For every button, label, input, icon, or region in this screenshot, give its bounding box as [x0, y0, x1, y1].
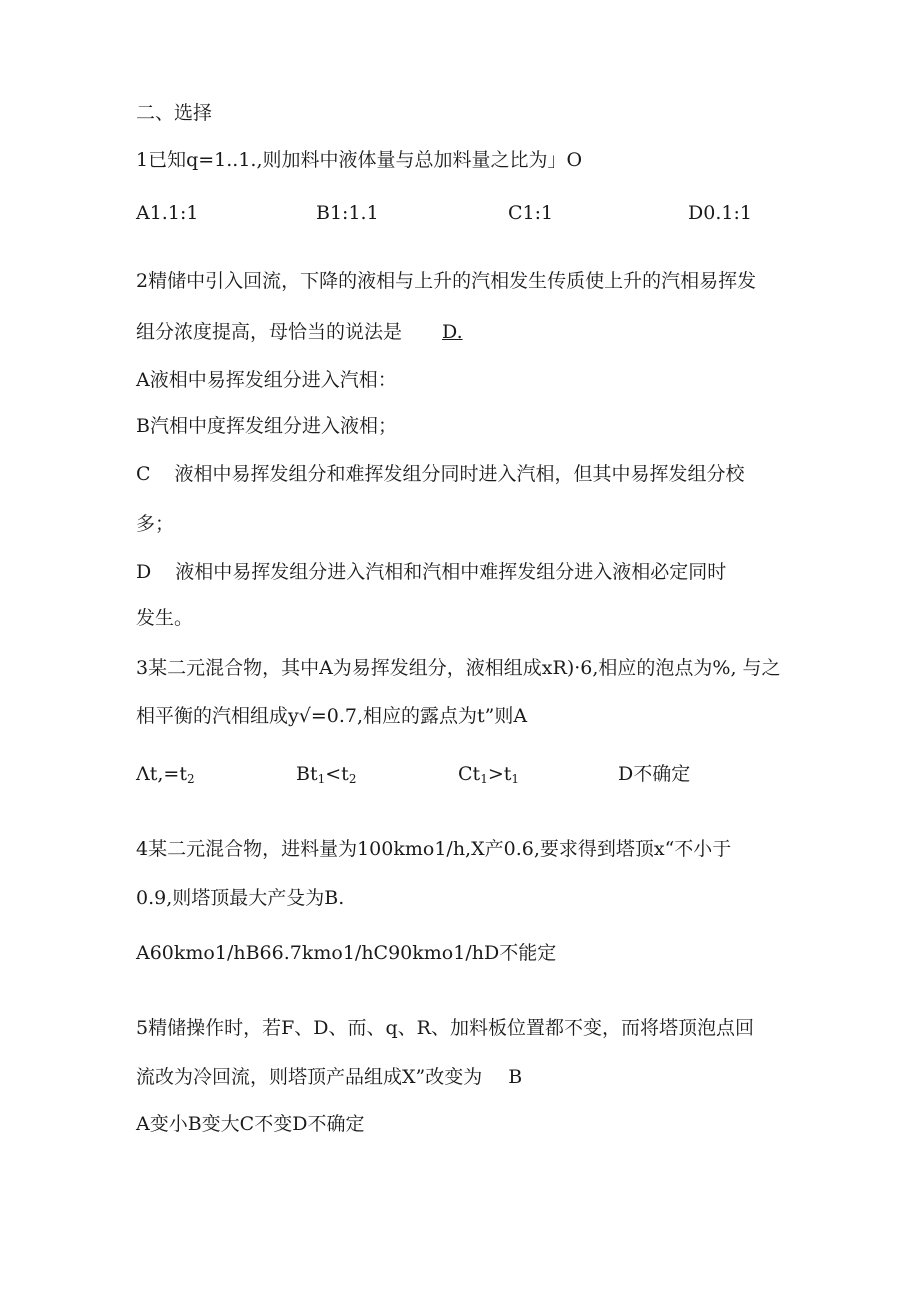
q3-option-d: D不确定 — [618, 763, 691, 785]
q1-option-c: C1:1 — [508, 202, 554, 224]
q3-stem-line2: 相平衡的汽相组成y√=0.7,相应的露点为t”则A — [136, 705, 528, 727]
q2-option-b: B汽相中度挥发组分进入液相； — [136, 415, 397, 437]
q4-options: A60kmo1∕hB66.7kmo1∕hC90kmo1∕hD不能定 — [136, 942, 557, 964]
q2-stem-line1: 2精储中引入回流，下降的液相与上升的汽相发生传质使上升的汽相易挥发 — [136, 270, 757, 292]
q2-stem-text: 组分浓度提高，母恰当的说法是 — [136, 321, 403, 343]
q3-option-b: $Bt_1<t_2$ — [296, 763, 357, 786]
q1-stem: 1已知q=1..1.,则加料中液体量与总加料量之比为」O — [136, 149, 583, 171]
q5-answer: B — [508, 1066, 523, 1088]
q2-option-d-cont: 发生。 — [136, 607, 194, 629]
q3-stem-line1: 3某二元混合物，其中A为易挥发组分，液相组成xR)·6,相应的泡点为%, 与之 — [136, 657, 781, 679]
q2-option-c — [136, 462, 745, 486]
q2-option-c-letter: C — [136, 463, 151, 485]
q3-option-a: $\Lambda t,=t_2$ — [136, 763, 195, 786]
q5-stem-line1: 5精储操作时，若F、D、而、q、R、加料板位置都不变，而将塔顶泡点回 — [136, 1017, 754, 1039]
section-title: 二、选择 — [136, 102, 213, 124]
q2-option-c-cont: 多； — [136, 513, 175, 535]
q3-option-c: $Ct_1>t_1$ — [458, 763, 520, 786]
q1-option-d: D0.1:1 — [688, 202, 752, 224]
q5-stem-line2 — [136, 1065, 522, 1089]
q2-option-d-letter: D — [136, 561, 152, 583]
q5-options: A变小B变大C不变D不确定 — [136, 1113, 365, 1135]
q1-option-a: A1.1:1 — [136, 202, 199, 224]
q2-option-c-text: 液相中易挥发组分和难挥发组分同时进入汽相，但其中易挥发组分校 — [174, 463, 745, 485]
q2-option-d — [136, 560, 726, 584]
q5-stem-text: 流改为冷回流，则塔顶产品组成X”改变为 — [136, 1066, 483, 1088]
q4-stem-line1: 4某二元混合物，进料量为100kmo1∕h,X产0.6,要求得到塔顶x“不小于 — [136, 838, 732, 860]
q2-answer: D. — [442, 321, 463, 343]
q2-option-d-text: 液相中易挥发组分进入汽相和汽相中难挥发组分进入液相必定同时 — [175, 561, 727, 583]
q1-option-b: B1:1.1 — [316, 202, 379, 224]
q2-stem-line2 — [136, 320, 463, 344]
q2-option-a: A液相中易挥发组分进入汽相： — [136, 369, 397, 391]
q4-stem-line2: 0.9,则塔顶最大产殳为B. — [136, 887, 345, 909]
